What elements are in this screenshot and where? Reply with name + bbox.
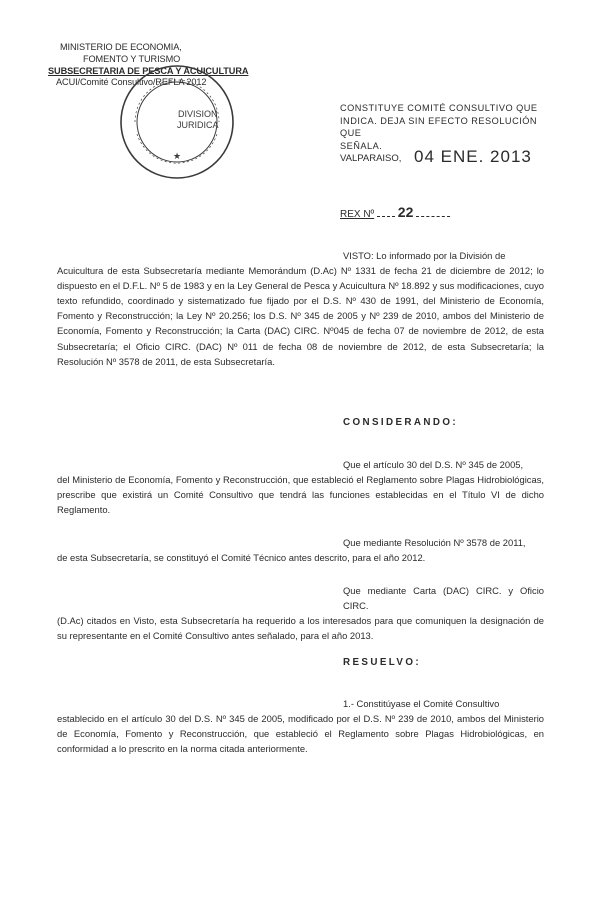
subject-line-2: INDICA. DEJA SIN EFECTO RESOLUCIÓN QUE (340, 115, 538, 138)
ministry-name: MINISTERIO DE ECONOMIA, (60, 42, 182, 52)
stamp-line-2: JURIDICA (177, 120, 219, 130)
stamp-star-icon: ★ (172, 151, 182, 161)
visto-paragraph (57, 248, 544, 369)
considerando-paragraph-3 (57, 583, 544, 643)
resuelvo-1-body: establecido en el artículo 30 del D.S. Nº 345 de 2005, modificado por el D.S. Nº 239 de 2010, ambos del Ministerio de Economía, Fomento y Reconstrucción, que estableció el Reglamento sobre Plagas Hidrobiológicas, en conformidad a lo prescrito en la norma citada anteriormente. (57, 713, 544, 755)
considerando-paragraph-2 (57, 535, 544, 565)
place-label: VALPARAISO, (340, 153, 402, 164)
considerando-3-first-line: Que mediante Carta (DAC) CIRC. y Oficio CIRC. (343, 585, 544, 612)
stamp-line-1: DIVISION (178, 109, 218, 119)
subsecretaria-name: SUBSECRETARIA DE PESCA Y ACUICULTURA (48, 65, 249, 76)
reference-code: ACUI/Comité Consultivo/REFLA 2012 (56, 77, 207, 88)
considerando-heading: CONSIDERANDO: (343, 417, 459, 428)
visto-first-line: VISTO: Lo informado por la División de (343, 250, 506, 261)
considerando-1-first-line: Que el artículo 30 del D.S. Nº 345 de 2005, (343, 459, 524, 470)
considerando-2-body: de esta Subsecretaría, se constituyó el Comité Técnico antes descrito, para el año 2012. (57, 552, 426, 564)
ministry-subname: FOMENTO Y TURISMO (83, 53, 181, 64)
subject-block (340, 102, 550, 152)
considerando-2-first-line: Que mediante Resolución Nº 3578 de 2011, (343, 537, 526, 548)
date-stamp: 04 ENE. 2013 (414, 147, 532, 166)
resuelvo-paragraph-1 (57, 696, 544, 756)
subject-line-1: CONSTITUYE COMITÉ CONSULTIVO QUE (340, 103, 538, 113)
resuelvo-1-first-line: 1.- Constitúyase el Comité Consultivo (343, 698, 500, 709)
considerando-paragraph-1 (57, 457, 544, 517)
subject-line-3: SEÑALA. (340, 140, 383, 151)
considerando-3-body: (D.Ac) citados en Visto, esta Subsecretaría ha requerido a los interesados para que comuniquen la designación de su representante en el Comité Consultivo antes señalado, para el año 2013. (57, 615, 544, 642)
visto-body: Acuicultura de esta Subsecretaría mediante Memorándum (D.Ac) Nº 1331 de fecha 21 de diciembre de 2012; lo dispuesto en el D.F.L. Nº 5 de 1983 y en la Ley General de Pesca y Acuicultura Nº 18.892 y sus modificaciones, cuyo texto refundido, coordinado y sistematizado fue fijado por el D.S. Nº 430 de 1991, del Ministerio de Economía, Fomento y Reconstrucción; la Ley Nº 20.256; los D.S. Nº 345 de 2005 y Nº 239 de 2010, ambos del Ministerio de Economía, Fomento y Reconstrucción; la Carta (DAC) CIRC. Nº045 de fecha 07 de noviembre de 2012, de esta Subsecretaría; el Oficio CIRC. (DAC) Nº 011 de fecha 08 de noviembre de 2012, de esta Subsecretaría; la Resolución Nº 3578 de 2011, de esta Subsecretaría. (57, 265, 544, 367)
stamp-text (177, 109, 219, 131)
considerando-1-body: del Ministerio de Economía, Fomento y Reconstrucción, que estableció el Reglamento sobre Plagas Hidrobiológicas, prescribe que existirá un Comité Consultivo que tendrá las funciones establecidas en el Título VI de dicho Reglamento. (57, 474, 544, 516)
rex-number (340, 204, 450, 220)
rex-value: 22 (397, 204, 414, 220)
resuelvo-heading: RESUELVO: (343, 657, 422, 668)
rex-label: REX Nº (340, 209, 375, 220)
